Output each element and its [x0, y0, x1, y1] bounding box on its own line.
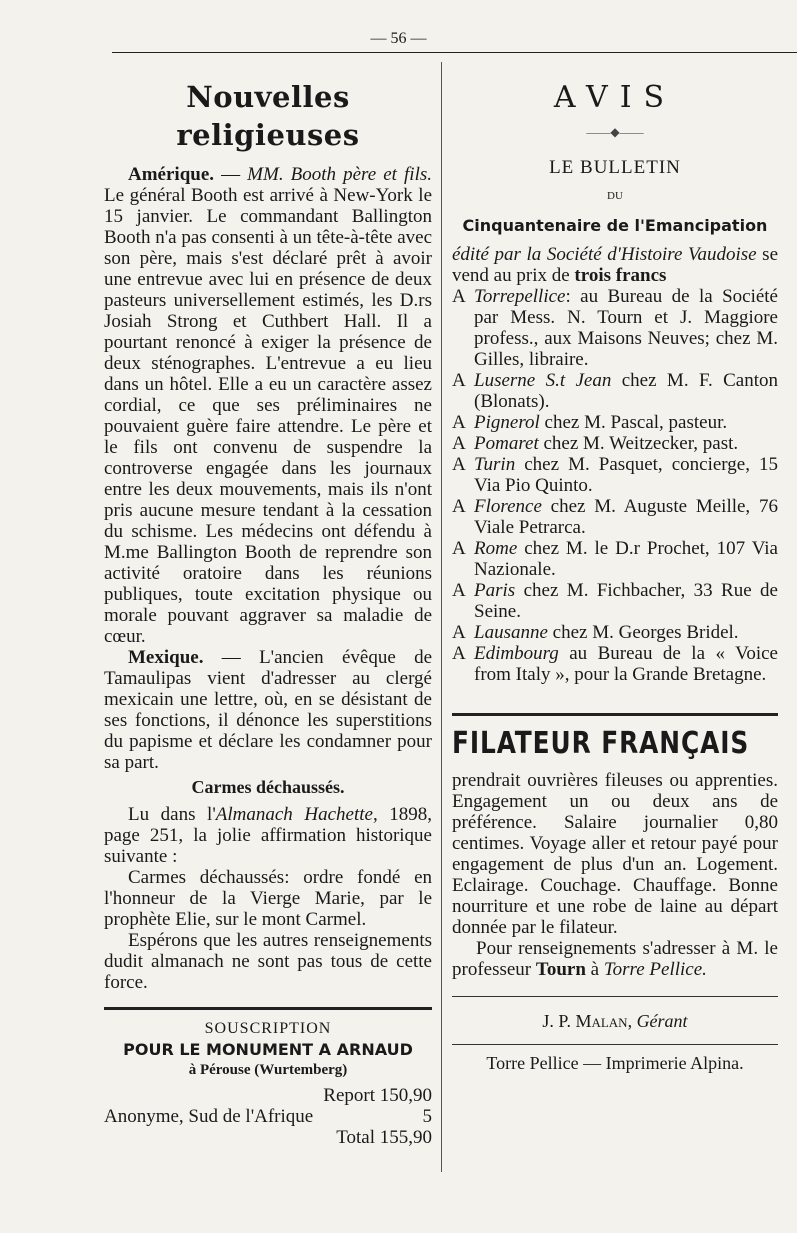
location-place: Luserne S.t Jean [474, 370, 612, 391]
almanach-title: Almanach Hachette [215, 804, 373, 825]
location-prefix: A [452, 286, 466, 307]
carmes-p1 [104, 804, 432, 867]
cinquantenaire-title: Cinquantenaire de l'Emancipation [462, 216, 768, 235]
location-text: chez M. le D.r Prochet, 107 Via Nazionale. [474, 538, 778, 580]
location-entry [452, 580, 778, 622]
location-prefix: A [452, 622, 466, 643]
location-prefix: A [452, 643, 466, 664]
location-place: Edimbourg [474, 643, 559, 664]
location-prefix: A [452, 454, 466, 475]
section-heading-nouvelles: Nouvelles religieuses [176, 80, 360, 152]
filateur-heading: FILATEUR FRANÇAIS [452, 726, 750, 761]
total-label: Total [336, 1127, 375, 1148]
location-text: au Bureau de la « Voice from Italy », pour la Grande Bretagne. [474, 643, 778, 685]
location-text: : au Bureau de la Société par Mess. N. Tourn et J. Maggiore profess., aux Maisons Neuves; chez M. Gilles, libraire. [474, 286, 778, 370]
carmes-heading: Carmes déchaussés. [191, 777, 345, 797]
avis-heading: AVIS [553, 80, 677, 115]
gerant-rule [452, 996, 778, 997]
location-text: chez M. Pascal, pasteur. [539, 412, 728, 433]
location-prefix: A [452, 433, 466, 454]
imprimerie-line: Torre Pellice — Imprimerie Alpina. [486, 1053, 744, 1073]
column-divider [441, 62, 442, 1172]
location-text: chez M. Pasquet, concierge, 15 Via Pio Quinto. [474, 454, 778, 496]
location-text: chez M. Georges Bridel. [547, 622, 739, 643]
mexique-text: — L'ancien évêque de Tamaulipas vient d'adresser au clergé mexicain une lettre, où, en se désistant de ses fonctions, il dénonce les superstitions du papisme et déclare les condamner pour sa part. [104, 647, 432, 773]
location-text: chez M. Auguste Meille, 76 Viale Petrarca. [474, 496, 778, 538]
location-prefix: A [452, 370, 466, 391]
donor-value: 5 [422, 1106, 432, 1127]
gerant-name: J. P. Malan [542, 1011, 628, 1031]
edited-paragraph [452, 244, 778, 286]
renseignements-mid: à [585, 959, 604, 980]
top-rule [112, 52, 797, 53]
souscription-place: à Pérouse (Wurtemberg) [188, 1062, 348, 1078]
page-number: — 56 — [370, 30, 427, 47]
location-prefix: A [452, 538, 466, 559]
location-entry [452, 286, 778, 370]
location-place: Florence [474, 496, 542, 517]
amerique-subtitle: MM. Booth père et fils. [247, 164, 433, 185]
edited-by: édité par la Société d'Histoire Vaudoise [452, 244, 757, 265]
location-place: Torrepellice [474, 286, 566, 307]
amerique-dash: — [214, 164, 248, 185]
renseignements-name: Tourn [535, 959, 586, 980]
souscription-title: SOUSCRIPTION [204, 1020, 332, 1037]
location-entry [452, 454, 778, 496]
filateur-rule [452, 713, 778, 716]
location-entry [452, 412, 778, 433]
renseignements-paragraph [452, 938, 778, 980]
carmes-p3: Espérons que les autres renseignements dudit almanach ne sont pas tous de cette force. [104, 930, 432, 993]
location-prefix: A [452, 412, 466, 433]
location-entry [452, 643, 778, 685]
amerique-paragraph [104, 164, 432, 647]
location-prefix: A [452, 496, 466, 517]
carmes-p1-post: , 1898, page 251, la jolie affirmation historique suivante : [104, 804, 433, 867]
right-column [452, 78, 778, 1074]
ornament-divider: ——◆—— [586, 125, 644, 139]
location-entry [452, 622, 778, 643]
bulletin-title: LE BULLETIN [549, 157, 681, 178]
left-column [104, 78, 432, 1148]
location-text: chez M. F. Canton (Blonats). [474, 370, 778, 412]
imprimerie-rule [452, 1044, 778, 1045]
filateur-text: prendrait ouvrières fileuses ou apprenties. Engagement un ou deux ans de préférence. Salaire journalier 0,80 centimes. Voyage aller et retour payé pour engagement de plus d'un an. Logement. Eclairage. Couchage. Chauffage. Bonne nourriture et une robe de laine au départ donnée par le filateur. [452, 770, 778, 938]
donor-row [104, 1106, 432, 1127]
edited-post: se vend au prix de [452, 244, 778, 286]
carmes-p2: Carmes déchaussés: ordre fondé en l'honneur de la Vierge Marie, par le prophète Elie, sur le mont Carmel. [104, 867, 432, 930]
donor-name: Anonyme, Sud de l'Afrique [104, 1106, 314, 1127]
carmes-p1-pre: Lu dans l' [128, 804, 216, 825]
report-row [104, 1085, 432, 1106]
gerant-line [452, 1011, 778, 1032]
mexique-lead: Mexique. [128, 647, 204, 668]
location-place: Lausanne [474, 622, 548, 643]
location-text: chez M. Fichbacher, 33 Rue de Seine. [474, 580, 778, 622]
location-place: Pomaret [474, 433, 539, 454]
souscription-subtitle: POUR LE MONUMENT A ARNAUD [123, 1040, 413, 1059]
mexique-paragraph [104, 647, 432, 773]
location-prefix: A [452, 580, 466, 601]
total-value: 155,90 [379, 1127, 432, 1148]
location-place: Turin [474, 454, 516, 475]
location-place: Rome [474, 538, 518, 559]
location-place: Pignerol [474, 412, 540, 433]
location-entry [452, 496, 778, 538]
renseignements-place: Torre Pellice. [603, 959, 707, 980]
location-entry [452, 370, 778, 412]
locations-list [452, 286, 778, 685]
gerant-title: Gérant [636, 1011, 688, 1031]
location-entry [452, 538, 778, 580]
total-row [104, 1127, 432, 1148]
price: trois francs [574, 265, 667, 286]
gerant-sep: , [627, 1011, 637, 1031]
location-text: chez M. Weitzecker, past. [538, 433, 739, 454]
renseignements-pre: Pour renseignements s'adresser à M. le professeur [452, 938, 778, 980]
location-entry [452, 433, 778, 454]
report-label: Report [323, 1085, 375, 1106]
amerique-text: Le général Booth est arrivé à New-York le 15 janvier. Le commandant Ballington Booth n'a pas consenti à un tête-à-tête avec son père, mais s'est déclaré prêt à avoir une entrevue avec lui en présence de deux pasteurs universellement estimés, les D.rs Josiah Strong et Cuthbert Hall. Il a pourtant renoncé à exiger la présence de deux sténographes. L'entrevue a eu lieu dans un hôtel. Elle a eu un caractère assez cordial, ce que ses préliminaires ne pouvaient guère faire attendre. Le père et le fils ont convenu de suspendre la controverse engagée dans les journaux entre les deux mouvements, mais ils n'ont pris aucune mesure tendant à la cessation du schisme. Les médecins ont défendu à M.me Ballington Booth de reprendre son activité oratoire dans les réunions publiques, toute excitation physique ou morale pouvant aggraver sa maladie de cœur. [104, 185, 432, 647]
location-place: Paris [474, 580, 516, 601]
bulletin-du: DU [607, 190, 623, 202]
report-value: 150,90 [379, 1085, 432, 1106]
souscription-rule [104, 1007, 432, 1010]
amerique-lead: Amérique. [128, 164, 215, 185]
